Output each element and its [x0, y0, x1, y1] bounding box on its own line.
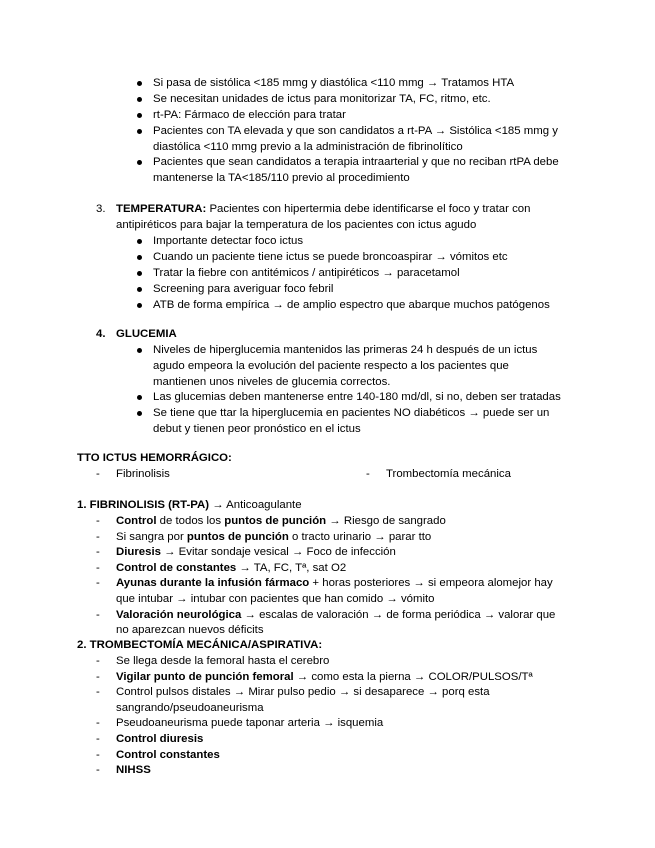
dash-marker: - [96, 530, 100, 543]
list-item: Screening para averiguar foco febril [153, 283, 334, 295]
text-run: → Evitar sondaje vesical → Foco de infección [160, 546, 396, 559]
section-number: 4. [96, 328, 106, 340]
list-item [116, 561, 346, 575]
section-number: 3. [96, 203, 106, 215]
list-item [116, 701, 264, 715]
list-item [116, 576, 553, 590]
list-item: Pacientes que sean candidatos a terapia intraarterial y que no reciban rtPA debe [153, 156, 559, 168]
text-run: → escalas de valoración → de forma periódica → valorar que [241, 608, 556, 621]
list-item: Pacientes con TA elevada y que son candidatos a rt-PA → Sistólica <185 mmg y [153, 125, 558, 137]
bullet-dot [137, 129, 142, 134]
dash-marker: - [96, 468, 100, 480]
list-item [116, 623, 264, 637]
dash-marker: - [96, 686, 100, 699]
text-run: → Riesgo de sangrado [326, 515, 446, 527]
dash-marker: - [96, 546, 100, 559]
list-item [116, 592, 435, 606]
list-item [116, 530, 431, 544]
bullet-dot [137, 97, 142, 102]
list-item [116, 763, 151, 777]
tto-heading: TTO ICTUS HEMORRÁGICO: [77, 452, 232, 464]
section-title-rest: → Anticoagulante [212, 499, 302, 511]
list-item [116, 545, 396, 559]
list-item-continued: debut y tienen peor pronóstico en el ictus [153, 423, 361, 435]
list-item: Cuando un paciente tiene ictus se puede broncoaspirar → vómitos etc [153, 251, 508, 263]
list-item: rt-PA: Fármaco de elección para tratar [153, 109, 346, 121]
temperatura-heading [116, 202, 530, 216]
section-text: Pacientes con hipertermia debe identificarse el foco y tratar con [209, 203, 531, 215]
list-item: ATB de forma empírica → de amplio espectro que abarque muchos patógenos [153, 299, 550, 311]
section-title: GLUCEMIA [116, 328, 177, 340]
list-item: Importante detectar foco ictus [153, 235, 304, 247]
text-run: → como esta la pierna → COLOR/PULSOS/Tª [293, 670, 533, 683]
list-item: Tratar la fiebre con antitémicos / antipiréticos → paracetamol [153, 267, 460, 279]
dash-marker: - [96, 717, 100, 730]
section-text: antipiréticos para bajar la temperatura de los pacientes con ictus agudo [116, 219, 477, 231]
bold-text: Control [116, 515, 157, 527]
dash-marker: - [96, 764, 100, 777]
tto-item-trombectomia: Trombectomía mecánica [386, 468, 511, 480]
bold-text: Diuresis [116, 546, 161, 559]
tto-item-fibrinolisis: Fibrinolisis [116, 468, 170, 480]
list-item: Niveles de hiperglucemia mantenidos las primeras 24 h después de un ictus [153, 344, 538, 356]
list-item [116, 514, 446, 528]
bullet-dot [137, 303, 142, 308]
list-item [116, 654, 329, 668]
bullet-dot [137, 348, 142, 353]
list-item [116, 670, 533, 684]
list-item-continued: mantienen unos niveles de glucemia correctos. [153, 376, 391, 388]
text-run: → TA, FC, Tª, sat O2 [236, 561, 347, 574]
bullet-dot [137, 271, 142, 276]
bullet-dot [137, 160, 142, 165]
dash-marker: - [96, 748, 100, 761]
list-item [116, 716, 383, 730]
dash-marker: - [96, 608, 100, 621]
section-title: TEMPERATURA: [116, 203, 207, 215]
bold-text: Control constantes [116, 748, 220, 761]
text-run: que intubar → intubar con pacientes que han comido → vómito [116, 593, 435, 605]
list-item-continued: mantenerse la TA<185/110 previo al procedimiento [153, 172, 410, 184]
dash-marker: - [96, 515, 100, 527]
bold-text: puntos de punción [186, 530, 289, 543]
bullet-dot [137, 395, 142, 400]
bold-text: Vigilar punto de punción femoral [116, 670, 294, 683]
text-run: sangrando/pseudoaneurisma [116, 701, 264, 714]
list-item [116, 748, 220, 762]
bullet-dot [137, 239, 142, 244]
dash-marker: - [96, 561, 100, 574]
list-item: Las glucemias deben mantenerse entre 140-180 md/dl, si no, deben ser tratadas [153, 391, 561, 403]
section-title: 1. FIBRINOLISIS (RT-PA) [77, 499, 210, 511]
bold-text: Control de constantes [116, 561, 237, 574]
text-run: de todos los [156, 515, 225, 527]
list-item [116, 685, 490, 699]
fibrinolisis-heading [77, 498, 302, 512]
bullet-dot [137, 287, 142, 292]
list-item: Se necesitan unidades de ictus para monitorizar TA, FC, ritmo, etc. [153, 93, 491, 105]
bullet-dot [137, 113, 142, 118]
text-run: + horas posteriores → si empeora alomejor hay [309, 577, 553, 590]
bold-text: Valoración neurológica [116, 608, 242, 621]
dash-marker: - [366, 468, 370, 480]
bold-text: Ayunas durante la infusión fármaco [116, 577, 310, 590]
dash-marker: - [96, 577, 100, 590]
text-run: o tracto urinario → parar tto [288, 530, 432, 543]
text-run: Se llega desde la femoral hasta el cerebro [116, 655, 330, 667]
dash-marker: - [96, 733, 100, 745]
text-run: Si sangra por [116, 530, 187, 543]
bold-text: Control diuresis [116, 733, 204, 745]
bullet-dot [137, 81, 142, 86]
section-title: 2. TROMBECTOMÍA MECÁNICA/ASPIRATIVA: [77, 639, 323, 651]
list-item [116, 732, 203, 746]
text-run: Pseudoaneurisma puede taponar arteria → isquemia [116, 717, 384, 730]
list-item-continued: agudo empeora la evolución del paciente respecto a los pacientes que [153, 360, 509, 372]
text-run: Control pulsos distales → Mirar pulso pedio → si desaparece → porq esta [116, 686, 490, 699]
bold-text: puntos de punción [224, 515, 327, 527]
bullet-dot [137, 411, 142, 416]
text-run: no aparezcan nuevos déficits [116, 624, 264, 637]
dash-marker: - [96, 670, 100, 683]
dash-marker: - [96, 655, 100, 667]
bullet-dot [137, 255, 142, 260]
list-item: Si pasa de sistólica <185 mmg y diastólica <110 mmg → Tratamos HTA [153, 77, 515, 89]
bold-text: NIHSS [116, 764, 151, 777]
list-item-continued: diastólica <110 mmg previo a la administración de fibrinolítico [153, 141, 463, 153]
list-item [116, 608, 555, 622]
list-item: Se tiene que ttar la hiperglucemia en pacientes NO diabéticos → puede ser un [153, 407, 550, 419]
